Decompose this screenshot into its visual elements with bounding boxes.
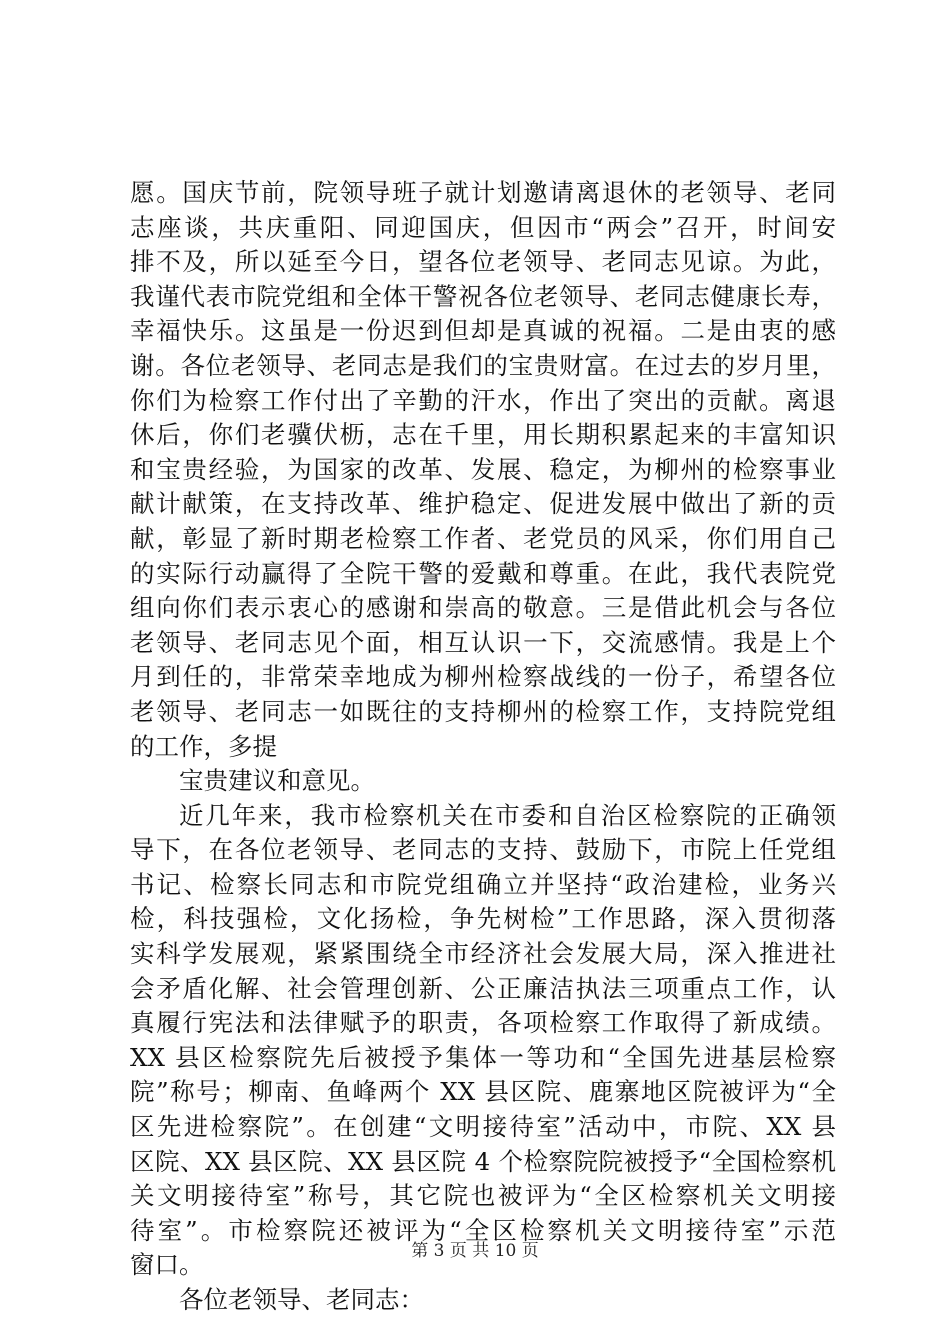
text-line: 你们为检察工作付出了辛勤的汗水，作出了突出的贡献。离退 bbox=[130, 385, 836, 415]
page-footer: 第 3 页 共 10 页 bbox=[411, 1241, 539, 1261]
text-line: 关文明接待室”称号，其它院也被评为“全区检察机关文明接 bbox=[130, 1181, 836, 1211]
text-line: 我谨代表市院党组和全体干警祝各位老领导、老同志健康长寿， bbox=[130, 281, 836, 311]
text-line: XX 县区检察院先后被授予集体一等功和“全国先进基层检察 bbox=[130, 1042, 836, 1072]
text-line: 会矛盾化解、社会管理创新、公正廉洁执法三项重点工作，认 bbox=[130, 973, 836, 1003]
text-line: 区院、XX 县区院、XX 县区院 4 个检察院院被授予“全国检察机 bbox=[130, 1146, 836, 1176]
text-line: 检，科技强检，文化扬检，争先树检”工作思路，深入贯彻落 bbox=[130, 904, 836, 934]
text-line: 志座谈，共庆重阳、同迎国庆，但因市“两会”召开，时间安 bbox=[130, 212, 836, 242]
text-line: 老领导、老同志见个面，相互认识一下，交流感情。我是上个 bbox=[130, 627, 836, 657]
text-line: 老领导、老同志一如既往的支持柳州的检察工作，支持院党组 bbox=[130, 696, 836, 726]
text-line: 院”称号；柳南、鱼峰两个 XX 县区院、鹿寨地区院被评为“全 bbox=[130, 1077, 836, 1107]
text-line: 幸福快乐。这虽是一份迟到但却是真诚的祝福。二是由衷的感 bbox=[130, 316, 836, 346]
text-line: 献计献策，在支持改革、维护稳定、促进发展中做出了新的贡 bbox=[130, 489, 836, 519]
text-line: 窗口。 bbox=[130, 1250, 204, 1280]
text-line: 的实际行动赢得了全院干警的爱戴和尊重。在此，我代表院党 bbox=[130, 558, 836, 588]
text-line: 月到任的，非常荣幸地成为柳州检察战线的一份子，希望各位 bbox=[130, 662, 836, 692]
text-line: 实科学发展观，紧紧围绕全市经济社会发展大局，深入推进社 bbox=[130, 939, 836, 969]
text-line: 谢。各位老领导、老同志是我们的宝贵财富。在过去的岁月里， bbox=[130, 350, 836, 380]
text-line: 区先进检察院”。在创建“文明接待室”活动中，市院、XX 县 bbox=[130, 1112, 836, 1142]
text-line: 和宝贵经验，为国家的改革、发展、稳定，为柳州的检察事业 bbox=[130, 454, 836, 484]
text-line: 真履行宪法和法律赋予的职责，各项检察工作取得了新成绩。 bbox=[130, 1008, 836, 1038]
text-line: 组向你们表示衷心的感谢和崇高的敬意。三是借此机会与各位 bbox=[130, 593, 836, 623]
text-line: 的工作，多提 bbox=[130, 731, 277, 761]
text-line: 愿。国庆节前，院领导班子就计划邀请离退休的老领导、老同 bbox=[130, 178, 836, 207]
text-line: 书记、检察长同志和市院党组确立并坚持“政治建检，业务兴 bbox=[130, 869, 836, 899]
text-line: 各位老领导、老同志： bbox=[179, 1285, 424, 1314]
text-line: 近几年来，我市检察机关在市委和自治区检察院的正确领 bbox=[179, 800, 836, 830]
text-line: 待室”。市检察院还被评为“全区检察机关文明接待室”示范 bbox=[130, 1215, 836, 1245]
text-line: 献，彰显了新时期老检察工作者、老党员的风采，你们用自己 bbox=[130, 523, 836, 553]
text-line: 排不及，所以延至今日，望各位老领导、老同志见谅。为此， bbox=[130, 247, 836, 277]
text-line: 宝贵建议和意见。 bbox=[179, 766, 375, 796]
document-body bbox=[130, 176, 836, 1318]
text-line: 休后，你们老骥伏枥，志在千里，用长期积累起来的丰富知识 bbox=[130, 420, 836, 450]
text-line: 导下，在各位老领导、老同志的支持、鼓励下，市院上任党组 bbox=[130, 835, 836, 865]
